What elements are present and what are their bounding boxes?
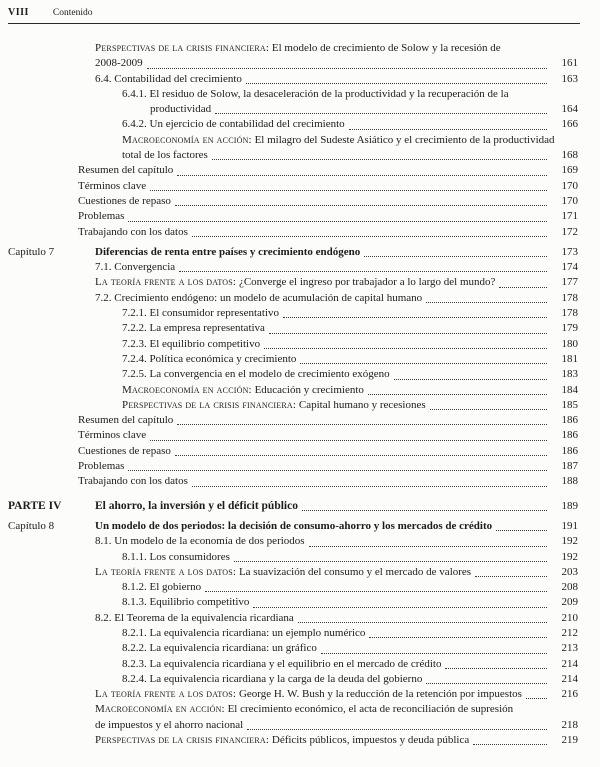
toc-entry-label: 7.2.4. Política económica y crecimiento [122, 352, 297, 365]
page-number: 170 [561, 179, 578, 192]
dot-leader [369, 637, 547, 638]
page-number: 213 [561, 642, 578, 655]
toc-entry-label: Cuestiones de repaso [78, 194, 171, 207]
toc-entry-label: La teoría frente a los datos: La suavización del consumo y el mercado de valores [95, 565, 472, 578]
toc-entry [8, 337, 578, 352]
feature-label: La teoría frente a los datos: [95, 565, 237, 578]
page-number: 186 [561, 429, 578, 442]
toc-entry [8, 352, 578, 367]
toc-entry-label: Perspectivas de la crisis financiera: Déficits públicos, impuestos y deuda pública [95, 734, 470, 747]
dot-leader [177, 424, 547, 425]
toc-entry-label: 6.4.1. El residuo de Solow, la desaceleración de la productividad y la recuperación de la [122, 87, 509, 100]
toc-entry-label: 6.4.2. Un ejercicio de contabilidad del crecimiento [122, 118, 345, 131]
page-number: 177 [561, 276, 578, 289]
toc-entry-label: Cuestiones de repaso [78, 444, 171, 457]
dot-leader [150, 440, 547, 441]
page-number: 218 [561, 718, 578, 731]
toc-entry [8, 657, 578, 672]
toc-entry [8, 117, 578, 132]
toc-entry [8, 209, 578, 224]
page-number: 172 [561, 225, 578, 238]
dot-leader [179, 271, 547, 272]
part-title: El ahorro, la inversión y el déficit público [95, 499, 298, 512]
dot-leader [302, 510, 547, 511]
dot-leader [473, 744, 547, 745]
page-number: 209 [561, 596, 578, 609]
toc-entry [8, 306, 578, 321]
page-number: 180 [561, 337, 578, 350]
page-number: 186 [561, 414, 578, 427]
toc-entry-label: Términos clave [78, 429, 147, 442]
toc-entry-label: 8.1.2. El gobierno [122, 581, 202, 594]
page-number: 181 [561, 352, 578, 365]
page-number: 216 [561, 688, 578, 701]
toc-entry [8, 611, 578, 626]
feature-label: Macroeconomía en acción: [95, 703, 225, 716]
toc-entry [8, 225, 578, 240]
page-number: 208 [561, 581, 578, 594]
toc-entry-label: Problemas [78, 460, 125, 473]
toc-entry [8, 383, 578, 398]
toc-entry-label: Términos clave [78, 179, 147, 192]
toc-entry-label: Perspectivas de la crisis financiera: El modelo de crecimiento de Solow y la recesión de [95, 42, 501, 54]
dot-leader [349, 129, 547, 130]
page-number: 188 [561, 475, 578, 488]
toc-entry-label: Resumen del capítulo [78, 164, 174, 177]
dot-leader [177, 175, 547, 176]
page-number: 191 [561, 519, 578, 532]
dot-leader [264, 348, 547, 349]
page-number: 174 [561, 261, 578, 274]
toc-entry-label: Macroeconomía en acción: El crecimiento económico, el acta de reconciliación de supresión [95, 703, 514, 716]
page-number: 178 [561, 291, 578, 304]
toc-entry-label: total de los factores [122, 149, 208, 162]
feature-label: Perspectivas de la crisis financiera: [95, 42, 270, 54]
toc-entry-label: productividad [150, 103, 212, 116]
chapter-title: Diferencias de renta entre países y crecimiento endógeno [95, 245, 361, 258]
dot-leader [300, 363, 547, 364]
page-number: 187 [561, 460, 578, 473]
toc-entry [8, 428, 578, 443]
toc-entry-continuation [8, 102, 578, 117]
dot-leader [128, 470, 547, 471]
toc-entry-label: de impuestos y el ahorro nacional [95, 718, 244, 731]
toc-entry-label: 6.4. Contabilidad del crecimiento [95, 72, 242, 85]
chapter-label: Capítulo 8 [8, 519, 55, 532]
page-number: 164 [561, 103, 578, 116]
toc-entry-label: Macroeconomía en acción: Educación y crecimiento [122, 383, 364, 396]
toc-entry [8, 260, 578, 275]
dot-leader [426, 683, 547, 684]
dot-leader [364, 256, 547, 257]
toc-entry-label: Macroeconomía en acción: El milagro del Sudeste Asiático y el crecimiento de la productividad [122, 133, 555, 146]
toc-entry [8, 550, 578, 565]
feature-label: Macroeconomía en acción: [122, 133, 252, 146]
dot-leader [394, 379, 547, 380]
dot-leader [215, 113, 547, 114]
toc-entry-label: 8.2.4. La equivalencia ricardiana y la carga de la deuda del gobierno [122, 672, 423, 685]
toc-list [8, 41, 578, 748]
toc-entry-label: Trabajando con los datos [78, 475, 188, 488]
dot-leader [192, 236, 547, 237]
toc-entry-label: 7.2.2. La empresa representativa [122, 322, 265, 335]
page-number: 219 [561, 734, 578, 747]
dot-leader [526, 698, 547, 699]
dot-leader [475, 576, 547, 577]
dot-leader [445, 668, 547, 669]
page-folio: VIII [8, 7, 29, 18]
toc-entry-label: 7.2.5. La convergencia en el modelo de crecimiento exógeno [122, 368, 390, 381]
toc-entry [8, 72, 578, 87]
dot-leader [368, 394, 547, 395]
toc-entry-label: 8.1.3. Equilibrio competitivo [122, 596, 250, 609]
dot-leader [496, 530, 547, 531]
toc-entry [8, 702, 578, 717]
page-number: 192 [561, 550, 578, 563]
toc-entry-label: 7.2.3. El equilibrio competitivo [122, 337, 261, 350]
toc-entry-label: 8.2.2. La equivalencia ricardiana: un gráfico [122, 642, 317, 655]
toc-entry [8, 133, 578, 148]
page-number: 171 [561, 210, 578, 223]
chapter-title: Un modelo de dos periodos: la decisión de consumo-ahorro y los mercados de crédito [95, 519, 493, 532]
toc-entry [8, 672, 578, 687]
page-number: 183 [561, 368, 578, 381]
toc-entry [8, 733, 578, 748]
page-number: 210 [561, 611, 578, 624]
feature-label: Macroeconomía en acción: [122, 383, 252, 396]
toc-entry-label: 8.2.3. La equivalencia ricardiana y el equilibrio en el mercado de crédito [122, 657, 442, 670]
dot-leader [247, 729, 547, 730]
toc-entry [8, 459, 578, 474]
page-number: 170 [561, 194, 578, 207]
toc-entry [8, 87, 578, 102]
dot-leader [246, 83, 547, 84]
page-number: 189 [561, 499, 578, 512]
dot-leader [212, 159, 547, 160]
toc-entry-label: La teoría frente a los datos: ¿Converge el ingreso por trabajador a lo largo del mundo? [95, 276, 496, 289]
dot-leader [234, 561, 547, 562]
dot-leader [150, 190, 547, 191]
toc-entry-label: 8.1.1. Los consumidores [122, 550, 230, 563]
chapter-row [8, 245, 578, 260]
dot-leader [283, 317, 547, 318]
toc-entry-continuation [8, 56, 578, 71]
toc-entry-label: Problemas [78, 210, 125, 223]
dot-leader [205, 591, 547, 592]
dot-leader [426, 302, 547, 303]
toc-entry [8, 194, 578, 209]
page-number: 161 [561, 57, 578, 70]
toc-entry [8, 291, 578, 306]
toc-entry [8, 565, 578, 580]
running-head-title: Contenido [52, 8, 93, 18]
running-head [8, 7, 578, 19]
toc-entry [8, 413, 578, 428]
toc-entry [8, 626, 578, 641]
toc-entry-continuation [8, 148, 578, 163]
toc-entry-label: 7.2. Crecimiento endógeno: un modelo de acumulación de capital humano [95, 291, 423, 304]
toc-entry [8, 163, 578, 178]
page-number: 214 [561, 657, 578, 670]
feature-label: Perspectivas de la crisis financiera: [122, 398, 297, 411]
page-number: 163 [561, 72, 578, 85]
part-label: PARTE IV [8, 499, 62, 512]
page-number: 178 [561, 307, 578, 320]
dot-leader [175, 455, 547, 456]
page-number: 212 [561, 626, 578, 639]
dot-leader [253, 607, 547, 608]
page-number: 173 [561, 245, 578, 258]
dot-leader [298, 622, 547, 623]
toc-entry-label: 2008-2009 [95, 57, 143, 70]
header-rule [8, 23, 580, 24]
toc-entry-label: 8.2.1. La equivalencia ricardiana: un ejemplo numérico [122, 626, 366, 639]
dot-leader [269, 333, 547, 334]
dot-leader [499, 287, 547, 288]
page-number: 184 [561, 383, 578, 396]
chapter-row [8, 519, 578, 534]
feature-label: Perspectivas de la crisis financiera: [95, 734, 270, 747]
page-number: 166 [561, 118, 578, 131]
toc-entry [8, 595, 578, 610]
feature-label: La teoría frente a los datos: [95, 276, 237, 289]
dot-leader [175, 205, 547, 206]
toc-entry [8, 321, 578, 336]
page-number: 185 [561, 398, 578, 411]
toc-entry [8, 367, 578, 382]
toc-entry-label: La teoría frente a los datos: George H. W. Bush y la reducción de la retención por impuestos [95, 688, 522, 701]
toc-entry-label: Trabajando con los datos [78, 225, 188, 238]
page-number: 169 [561, 164, 578, 177]
dot-leader [321, 653, 547, 654]
toc-entry [8, 41, 578, 56]
toc-entry-label: 7.2.1. El consumidor representativo [122, 307, 280, 320]
toc-entry [8, 179, 578, 194]
page-number: 186 [561, 444, 578, 457]
dot-leader [430, 409, 547, 410]
page-number: 214 [561, 672, 578, 685]
chapter-label: Capítulo 7 [8, 245, 55, 258]
toc-entry-label: 7.1. Convergencia [95, 261, 176, 274]
dot-leader [128, 221, 547, 222]
toc-entry [8, 580, 578, 595]
toc-entry [8, 398, 578, 413]
toc-entry-label: 8.2. El Teorema de la equivalencia ricardiana [95, 611, 294, 624]
toc-entry-label: 8.1. Un modelo de la economía de dos periodos [95, 535, 305, 548]
feature-label: La teoría frente a los datos: [95, 688, 237, 701]
toc-entry-label: Resumen del capítulo [78, 414, 174, 427]
page-number: 203 [561, 565, 578, 578]
part-row [8, 499, 578, 514]
page-number: 192 [561, 535, 578, 548]
toc-entry [8, 687, 578, 702]
toc-entry [8, 275, 578, 290]
toc-entry [8, 474, 578, 489]
toc-entry-continuation [8, 718, 578, 733]
page-number: 179 [561, 322, 578, 335]
page-number: 168 [561, 149, 578, 162]
dot-leader [147, 68, 547, 69]
toc-entry [8, 444, 578, 459]
toc-entry [8, 534, 578, 549]
dot-leader [309, 546, 547, 547]
dot-leader [192, 486, 547, 487]
toc-entry [8, 641, 578, 656]
toc-entry-label: Perspectivas de la crisis financiera: Capital humano y recesiones [122, 398, 426, 411]
